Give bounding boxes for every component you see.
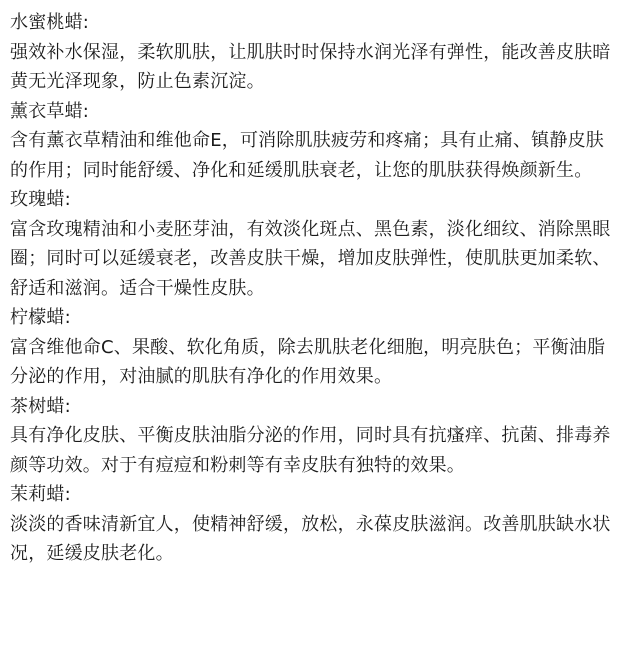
section-description: 淡淡的香味清新宜人，使精神舒缓，放松，永葆皮肤滋润。改善肌肤缺水状况，延缓皮肤老化。 — [10, 513, 611, 564]
section-lavender-wax — [10, 97, 614, 186]
document-body — [10, 8, 614, 569]
section-peach-wax — [10, 8, 614, 97]
section-description: 富含维他命C、果酸、软化角质，除去肌肤老化细胞，明亮肤色；平衡油脂分泌的作用，对油腻的肌肤有净化的作用效果。 — [10, 336, 606, 387]
section-description: 强效补水保湿，柔软肌肤，让肌肤时时保持水润光泽有弹性，能改善皮肤暗黄无光泽现象，防止色素沉淀。 — [10, 41, 611, 92]
section-lemon-wax — [10, 303, 614, 392]
section-tea-tree-wax — [10, 392, 614, 481]
section-description: 具有净化皮肤、平衡皮肤油脂分泌的作用，同时具有抗瘙痒、抗菌、排毒养颜等功效。对于有痘痘和粉刺等有幸皮肤有独特的效果。 — [10, 425, 611, 476]
section-heading: 茉莉蜡: — [10, 484, 71, 505]
section-description: 富含玫瑰精油和小麦胚芽油，有效淡化斑点、黑色素，淡化细纹、消除黑眼圈；同时可以延缓衰老，改善皮肤干燥，增加皮肤弹性，使肌肤更加柔软、舒适和滋润。适合干燥性皮肤。 — [10, 218, 611, 299]
section-description: 含有薰衣草精油和维他命E，可消除肌肤疲劳和疼痛；具有止痛、镇静皮肤的作用；同时能舒缓、净化和延缓肌肤衰老，让您的肌肤获得焕颜新生。 — [10, 130, 604, 181]
section-heading: 茶树蜡: — [10, 395, 71, 417]
section-heading: 玫瑰蜡: — [10, 189, 71, 210]
section-heading: 柠檬蜡: — [10, 307, 71, 328]
section-jasmine-wax — [10, 480, 614, 569]
section-heading: 薰衣草蜡: — [10, 100, 90, 122]
section-rose-wax — [10, 185, 614, 303]
section-heading: 水蜜桃蜡: — [10, 12, 90, 33]
